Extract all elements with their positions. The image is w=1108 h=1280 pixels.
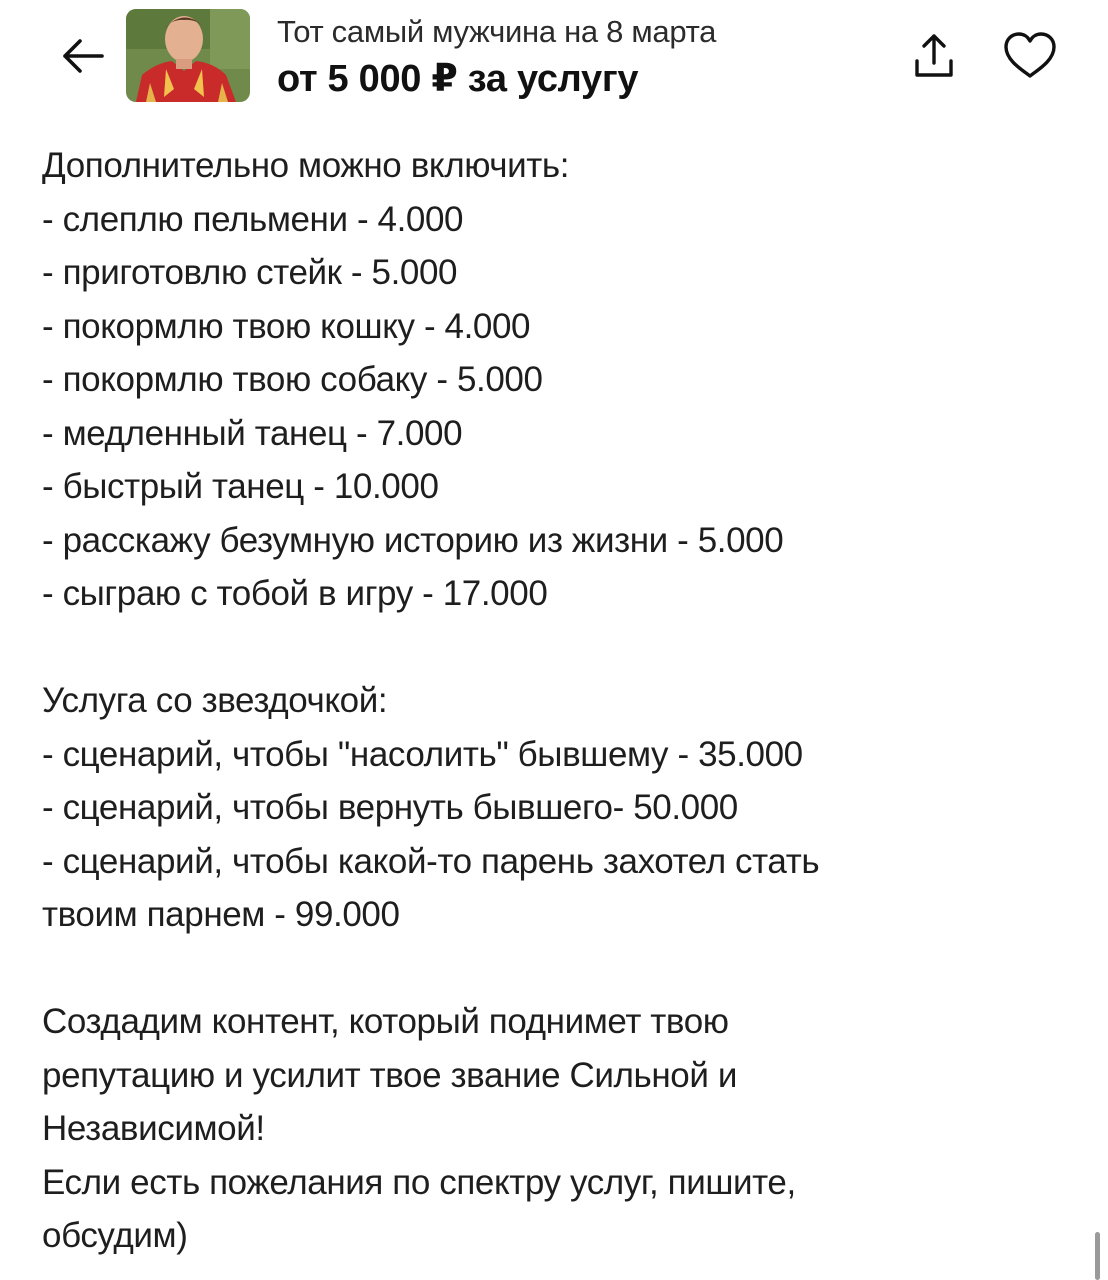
extra-item: - слеплю пельмени - 4.000 [42,199,464,239]
closing-line: Создадим контент, который поднимет твою [42,1002,729,1041]
listing-price: от 5 000 ₽ за услугу [277,58,639,100]
star-item: - сценарий, чтобы "насолить" бывшему - 35.000 [42,734,803,774]
closing-line: репутацию и усилит твое звание Сильной и [42,1055,737,1095]
listing-title: Тот самый мужчина на 8 марта [277,14,717,49]
extra-item: - быстрый танец - 10.000 [42,467,439,506]
extra-item: - приготовлю стейк - 5.000 [42,253,458,292]
arrow-left-icon [60,36,104,76]
extra-item: - медленный танец - 7.000 [42,413,463,453]
extra-item: - покормлю твою кошку - 4.000 [42,306,531,346]
star-item: - сценарий, чтобы вернуть бывшего- 50.000 [42,788,738,827]
paragraph-gap [42,621,1082,675]
favorite-button[interactable] [998,26,1062,86]
heart-icon [1002,31,1058,81]
extras-heading: Дополнительно можно включить: [42,146,570,185]
back-button[interactable] [56,28,108,84]
closing-line: Если есть пожелания по спектру услуг, пишите, [42,1162,796,1202]
closing-line: Независимой! [42,1109,265,1148]
top-bar [0,0,1108,120]
closing-line: обсудим) [42,1216,188,1255]
star-heading: Услуга со звездочкой: [42,681,388,720]
star-item: - сценарий, чтобы какой-то парень захотел стать [42,841,820,881]
listing-photo [126,9,250,102]
extra-item: - сыграю с тобой в игру - 17.000 [42,574,548,613]
scrollbar[interactable] [1095,1232,1100,1280]
listing-description [42,139,1082,1263]
star-item: твоим парнем - 99.000 [42,895,400,934]
share-button[interactable] [906,28,962,84]
extra-item: - покормлю твою собаку - 5.000 [42,360,543,399]
extra-item: - расскажу безумную историю из жизни - 5.000 [42,520,784,560]
paragraph-gap [42,942,1082,996]
share-icon [911,31,957,81]
listing-thumbnail[interactable] [126,9,250,102]
